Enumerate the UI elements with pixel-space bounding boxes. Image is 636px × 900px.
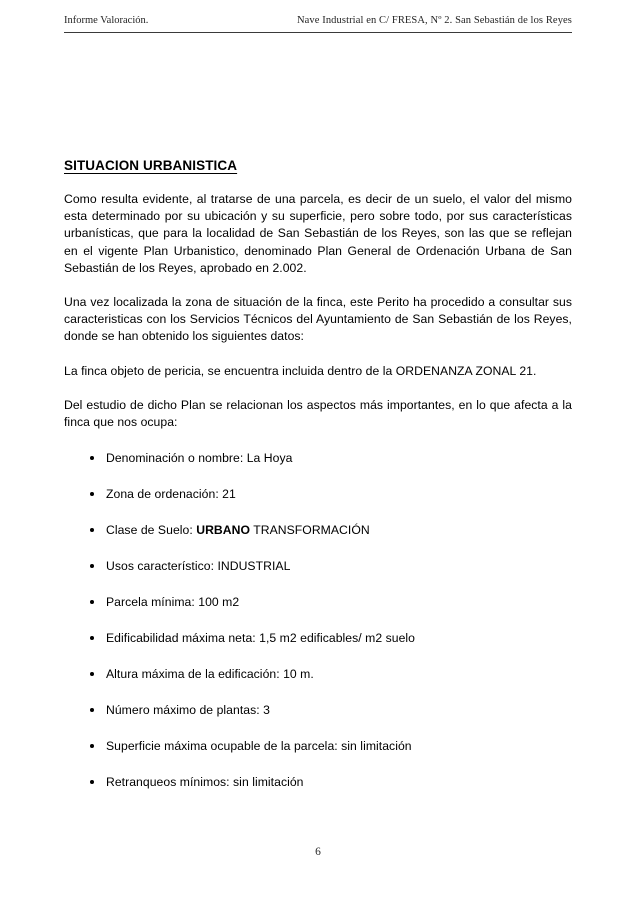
list-item (64, 738, 572, 755)
list-item (64, 486, 572, 503)
paragraph-2: Una vez localizada la zona de situación de la finca, este Perito ha procedido a consultar sus caracteristicas con los Servicios Técnicos del Ayuntamiento de San Sebastián de los Reyes, donde se han obtenido los siguientes datos: (64, 295, 572, 344)
header-left-text: Informe Valoración. (64, 15, 149, 26)
list-item-label: Parcela mínima: 100 m2 (106, 595, 240, 610)
page-number: 6 (315, 846, 321, 858)
list-item-label: Retranqueos mínimos: sin limitación (106, 775, 304, 790)
list-item-label: Denominación o nombre: La Hoya (106, 451, 293, 466)
list-item-label: Clase de Suelo: URBANO TRANSFORMACIÓN (106, 523, 370, 538)
list-item (64, 450, 572, 467)
list-item-label: Altura máxima de la edificación: 10 m. (106, 667, 314, 682)
paragraph-1: Como resulta evidente, al tratarse de una parcela, es decir de un suelo, el valor del mismo esta determinado por su ubicación y su superficie, pero sobre todo, por sus características urbanísticas, que para la localidad de San Sebastián de los Reyes, son las que se reflejan en el vigente Plan Urbanistico, denominado Plan General de Ordenación Urbana de San Sebastián de los Reyes, aprobado en 2.002. (64, 192, 572, 275)
bullet-icon (90, 600, 94, 604)
bullet-icon (90, 672, 94, 676)
header-right-text: Nave Industrial en C/ FRESA, Nº 2. San Sebastián de los Reyes (296, 15, 572, 26)
list-item-label: Edificabilidad máxima neta: 1,5 m2 edificables/ m2 suelo (106, 631, 415, 646)
list-item-label: Número máximo de plantas: 3 (106, 703, 270, 718)
bullet-icon (90, 456, 94, 460)
list-item (64, 702, 572, 719)
bullet-icon (90, 708, 94, 712)
bullet-icon (90, 744, 94, 748)
urban-parameters-list (64, 450, 572, 791)
running-header (64, 14, 572, 33)
paragraph-4: Del estudio de dicho Plan se relacionan los aspectos más importantes, en lo que afecta a la finca que nos ocupa: (64, 397, 572, 430)
list-item (64, 558, 572, 575)
list-item-emphasis: URBANO (196, 523, 251, 538)
list-item (64, 630, 572, 647)
list-item-label: Usos característico: INDUSTRIAL (106, 559, 291, 574)
bullet-icon (90, 492, 94, 496)
list-item-label: Zona de ordenación: 21 (106, 487, 236, 502)
list-item (64, 774, 572, 791)
bullet-icon (90, 564, 94, 568)
paragraph-3: La finca objeto de pericia, se encuentra incluida dentro de la ORDENANZA ZONAL 21. (64, 363, 537, 378)
list-item (64, 522, 572, 539)
list-item (64, 666, 572, 683)
bullet-icon (90, 528, 94, 532)
list-item (64, 594, 572, 611)
page-title: SITUACION URBANISTICA (64, 158, 238, 173)
document-body (64, 158, 572, 810)
bullet-icon (90, 780, 94, 784)
list-item-label: Superficie máxima ocupable de la parcela: sin limitación (106, 739, 412, 754)
bullet-icon (90, 636, 94, 640)
